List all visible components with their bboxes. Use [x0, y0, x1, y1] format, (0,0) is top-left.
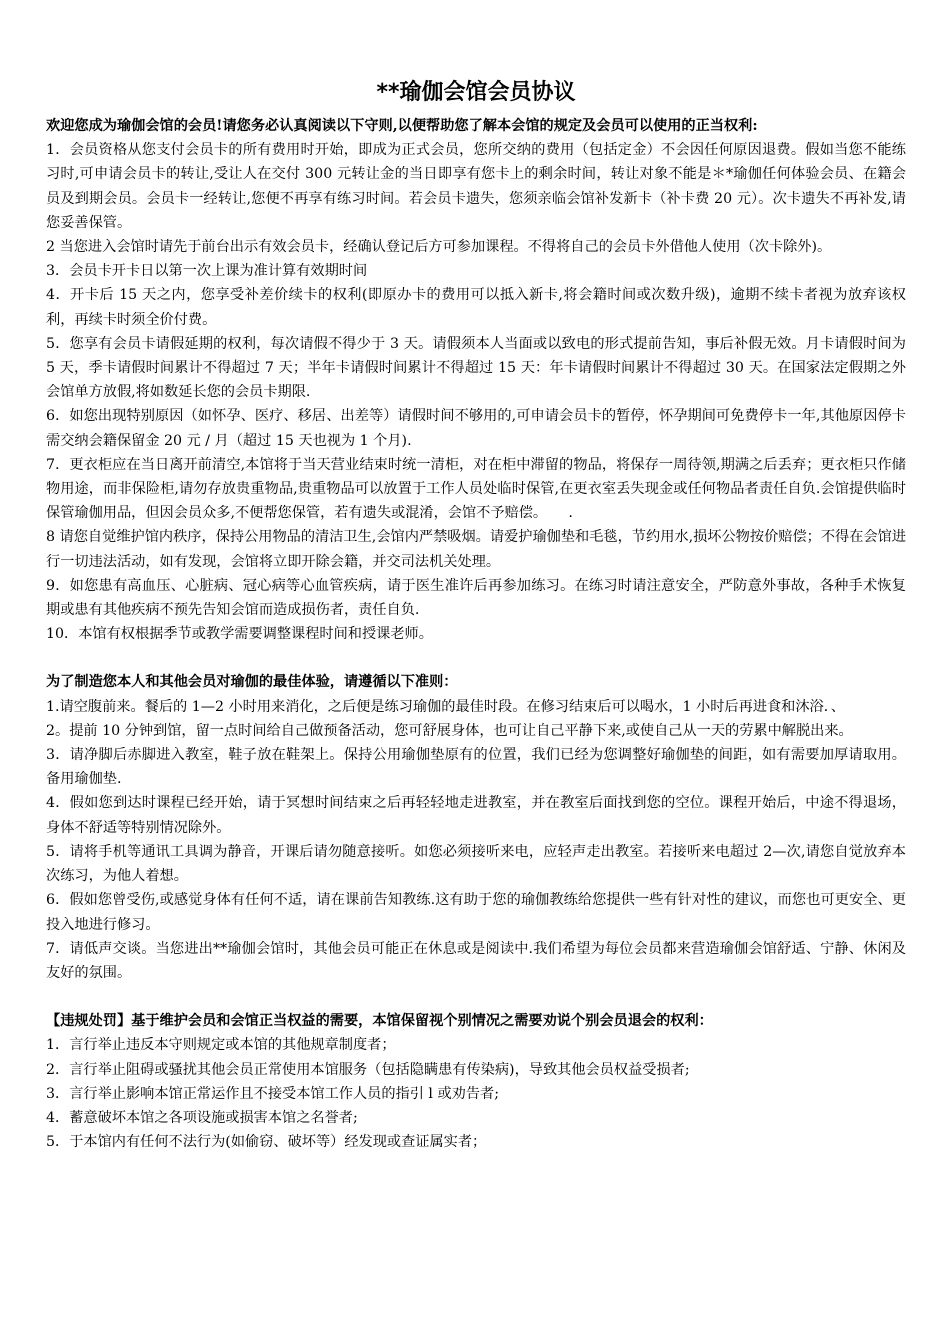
rule-item: 3．会员卡开卡日以第一次上课为准计算有效期时间: [46, 263, 368, 280]
rule-item: 4．开卡后 15 天之内，您享受补差价续卡的权利(即原办卡的费用可以抵入新卡,将会籍时间或次数升级)，逾期不续卡者视为放弃该权利，再续卡时须全价付费。: [46, 287, 906, 328]
rule-item: 9．如您患有高血压、心脏病、冠心病等心血管疾病，请于医生准许后再参加练习。在练习时请注意安全，严防意外事故，各种手术恢复期或患有其他疾病不预先告知会馆而造成损伤者，责任自负.: [46, 577, 906, 619]
violation-item: 1．言行举止违反本守则规定或本馆的其他规章制度者；: [46, 1037, 396, 1054]
rule-item: 7．更衣柜应在当日离开前清空,本馆将于当天营业结束时统一清柜，对在柜中滞留的物品，将保存一周待领,期满之后丢弃；更衣柜只作储物用途，而非保险柜,请勿存放贵重物品,贵重物品可以放置于工作人员处临时保管,在更衣室丢失现金或任何物品者责任自负.会馆提供临时保管瑜伽用品，但因会员众多,不便帮您保管，若有遗失或混淆，会馆不予赔偿。 .: [46, 456, 906, 522]
rule-item: 1．会员资格从您支付会员卡的所有费用时开始，即成为正式会员，您所交纳的费用（包括定金）不会因任何原因退费。假如当您不能练习时,可申请会员卡的转让,受让人在交付 300 元转让金的当日即享有您卡上的剩余时间，转让对象不能是＊*瑜伽任何体验会员、在籍会员及到期会员。会员卡一经转让,您便不再享有练习时间。若会员卡遗失，您须亲临会馆补发新卡（补卡费 20 元）。次卡遗失不再补发,请您妥善保管。: [46, 142, 906, 231]
guideline-item: 7．请低声交谈。当您进出**瑜伽会馆时，其他会员可能正在休息或是阅读中.我们希望为每位会员都来营造瑜伽会馆舒适、宁静、休闲及友好的氛围。: [46, 940, 906, 981]
guideline-item: 2。提前 10 分钟到馆，留一点时间给自己做预备活动，您可舒展身体，也可让自己平静下来,或使自己从一天的劳累中解脱出来。: [46, 722, 853, 739]
violation-item: 5．于本馆内有任何不法行为(如偷窃、破坏等）经发现或查证属实者；: [46, 1134, 487, 1151]
guideline-item: 3．请净脚后赤脚进入教室，鞋子放在鞋架上。保持公用瑜伽垫原有的位置，我们已经为您调整好瑜伽垫的间距，如有需要加厚请取用。备用瑜伽垫.: [46, 747, 906, 788]
rules-list: [46, 138, 906, 646]
guidelines-list: [46, 695, 906, 985]
rule-item: 5．您享有会员卡请假延期的权利，每次请假不得少于 3 天。请假须本人当面或以致电的形式提前告知，事后补假无效。月卡请假时间为 5 天，季卡请假时间累计不得超过 7 天；半年卡请假时间累计不得超过 15 天：年卡请假时间累计不得超过 30 天。在国家法定假期之外会馆单方放假,将如数延长您的会员卡期限.: [46, 335, 906, 401]
guideline-item: 6．假如您曾受伤,或感觉身体有任何不适，请在课前告知教练.这有助于您的瑜伽教练给您提供一些有针对性的建议，而您也可更安全、更投入地进行修习。: [46, 892, 906, 933]
violation-item: 2．言行举止阻碍或骚扰其他会员正常使用本馆服务（包括隐瞒患有传染病)，导致其他会员权益受损者;: [46, 1061, 690, 1078]
guideline-item: 5．请将手机等通讯工具调为静音，开课后请勿随意接听。如您必须接听来电，应轻声走出教室。若接听来电超过 2—次,请您自觉放弃本次练习，为他人着想。: [46, 843, 906, 885]
violation-item: 3．言行举止影响本馆正常运作且不接受本馆工作人员的指引 l 或劝告者;: [46, 1085, 499, 1102]
violations-list: [46, 1033, 906, 1154]
guideline-item: 1.请空腹前来。餐后的 1—2 小时用来消化，之后便是练习瑜伽的最佳时段。在修习结束后可以喝水，1 小时后再进食和沐浴．、: [46, 698, 845, 715]
rule-item: 10．本馆有权根据季节或教学需要调整课程时间和授课老师。: [46, 626, 433, 643]
document-title: **瑜伽会馆会员协议: [376, 80, 576, 105]
rule-item: 8 请您自觉维护馆内秩序，保持公用物品的清洁卫生,会馆内严禁吸烟。请爱护瑜伽垫和毛毯，节约用水,损坏公物按价赔偿；不得在会馆进行一切违法活动，如有发现，会馆将立即开除会籍，并交司法机关处理。: [46, 529, 906, 570]
violation-item: 4．蓄意破坏本馆之各项设施或损害本馆之名誉者;: [46, 1109, 358, 1126]
guideline-item: 4．假如您到达时课程已经开始，请于冥想时间结束之后再轻轻地走进教室，并在教室后面找到您的空位。课程开始后，中途不得退场，身体不舒适等特别情况除外。: [46, 795, 906, 836]
rule-item: 2 当您进入会馆时请先于前台出示有效会员卡，经确认登记后方可参加课程。不得将自己的会员卡外借他人使用（次卡除外)。: [46, 239, 832, 256]
rule-item: 6．如您出现特别原因（如怀孕、医疗、移居、出差等）请假时间不够用的,可申请会员卡的暂停，怀孕期间可免费停卡一年,其他原因停卡需交纳会籍保留金 20 元 / 月（超过 15 天也视为 1 个月).: [46, 408, 906, 449]
intro-text: 欢迎您成为瑜伽会馆的会员!请您务必认真阅读以下守则,以便帮助您了解本会馆的规定及会员可以使用的正当权利:: [46, 118, 758, 134]
guidelines-heading: 为了制造您本人和其他会员对瑜伽的最佳体验，请遵循以下准则：: [46, 674, 458, 691]
violations-heading: 【违规处罚】基于维护会员和会馆正当权益的需要，本馆保留视个别情况之需要劝说个别会员退会的权利：: [46, 1013, 713, 1030]
